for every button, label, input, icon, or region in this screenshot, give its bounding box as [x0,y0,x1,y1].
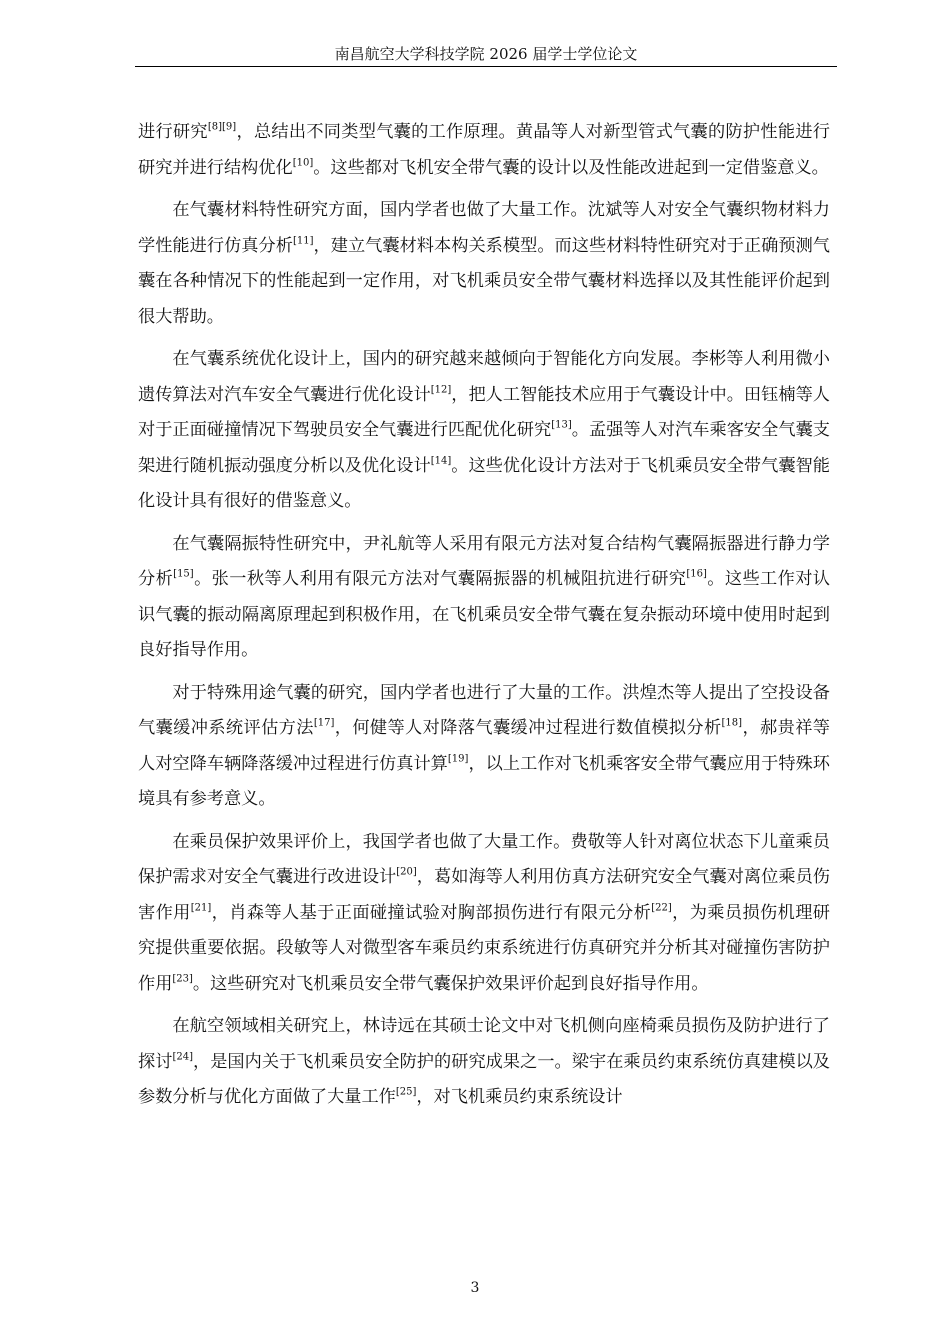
paragraph-text: 。这些优化设计方法对于飞机乘员安全带气囊智能化设计具有很好的借鉴意义。 [138,455,830,511]
body-paragraph [138,193,830,335]
body-paragraph [138,825,830,1003]
paragraph-text: 。这些都对飞机安全带气囊的设计以及性能改进起到一定借鉴意义。 [313,157,829,178]
paragraph-text: ，郝贵祥等人对空降车辆降落缓冲过程进行仿真计算 [138,718,830,774]
body-paragraph [138,115,830,186]
citation-reference: [16] [686,568,707,580]
citation-reference: [18] [721,717,743,729]
paragraph-text: 。这些工作对认识气囊的振动隔离原理起到积极作用，在飞机乘员安全带气囊在复杂振动环境中使用时起到良好指导作用。 [138,569,830,660]
citation-reference: [25] [395,1086,417,1098]
paragraph-text: 对于特殊用途气囊的研究，国内学者也进行了大量的工作。洪煌杰等人提出了空投设备气囊缓冲系统评估方法 [138,682,830,738]
citation-reference: [23] [172,973,193,984]
citation-reference: [20] [396,866,417,878]
citation-reference: [21] [190,902,212,913]
citation-reference: [22] [651,902,672,913]
citation-reference: [11] [292,235,314,246]
paragraph-text: 在气囊系统优化设计上，国内的研究越来越倾向于智能化方向发展。李彬等人利用微小遗传算法对汽车安全气囊进行优化设计 [138,349,830,405]
citation-reference: [8][9] [207,121,237,133]
paragraph-text: 在气囊隔振特性研究中，尹礼航等人采用有限元方法对复合结构气囊隔振器进行静力学分析 [138,533,830,589]
paragraph-text: 在气囊材料特性研究方面，国内学者也做了大量工作。沈斌等人对安全气囊织物材料力学性能进行仿真分析 [138,200,830,256]
paragraph-text: ，是国内关于飞机乘员安全防护的研究成果之一。梁宇在乘员约束系统仿真建模以及参数分析与优化方面做了大量工作 [138,1051,830,1107]
citation-reference: [15] [173,568,194,580]
paragraph-text: 。孟强等人对汽车乘客安全气囊支架进行随机振动强度分析以及优化设计 [138,420,830,476]
citation-reference: [10] [292,157,314,168]
body-text [138,115,830,1123]
citation-reference: [24] [172,1051,193,1062]
paragraph-text: ，肖森等人基于正面碰撞试验对胸部损伤进行有限元分析 [211,902,652,923]
citation-reference: [12] [430,384,452,395]
running-header-title: 南昌航空大学科技学院 2026 届学士学位论文 [334,45,638,63]
body-paragraph [138,527,830,669]
body-paragraph [138,676,830,818]
body-paragraph [138,1009,830,1116]
paragraph-text: 。张一秋等人利用有限元方法对气囊隔振器的机械阻抗进行研究 [193,569,687,589]
paragraph-text: 进行研究 [138,122,208,142]
paragraph-text: ，建立气囊材料本构关系模型。而这些材料特性研究对于正确预测气囊在各种情况下的性能起到一定作用，对飞机乘员安全带气囊材料选择以及其性能评价起到很大帮助。 [138,235,830,327]
citation-reference: [13] [551,419,572,431]
paragraph-text: ，为乘员损伤机理研究提供重要依据。段敏等人对微型客车乘员约束系统进行仿真研究并分析其对碰撞伤害防护作用 [138,902,830,994]
paragraph-text: ，何健等人对降落气囊缓冲过程进行数值模拟分析 [334,718,722,738]
running-header [135,44,837,67]
paragraph-text: ，以上工作对飞机乘客安全带气囊应用于特殊环境具有参考意义。 [138,753,830,809]
paragraph-text: ，总结出不同类型气囊的工作原理。黄晶等人对新型管式气囊的防护性能进行研究并进行结构优化 [138,122,830,178]
paragraph-text: 在航空领域相关研究上，林诗远在其硕士论文中对飞机侧向座椅乘员损伤及防护进行了探讨 [138,1016,830,1072]
page-number: 3 [470,1280,480,1296]
body-paragraph [138,342,830,520]
paragraph-text: ，葛如海等人利用仿真方法研究安全气囊对离位乘员伤害作用 [138,867,830,923]
paragraph-text: ，把人工智能技术应用于气囊设计中。田钰楠等人对于正面碰撞情况下驾驶员安全气囊进行匹配优化研究 [138,384,830,440]
citation-reference: [14] [430,455,452,466]
citation-reference: [17] [313,717,335,729]
citation-reference: [19] [447,753,469,764]
paragraph-text: ，对飞机乘员约束系统设计 [416,1087,623,1107]
paragraph-text: 在乘员保护效果评价上，我国学者也做了大量工作。费敬等人针对离位状态下儿童乘员保护需求对安全气囊进行改进设计 [138,831,830,887]
paragraph-text: 。这些研究对飞机乘员安全带气囊保护效果评价起到良好指导作用。 [192,973,709,994]
